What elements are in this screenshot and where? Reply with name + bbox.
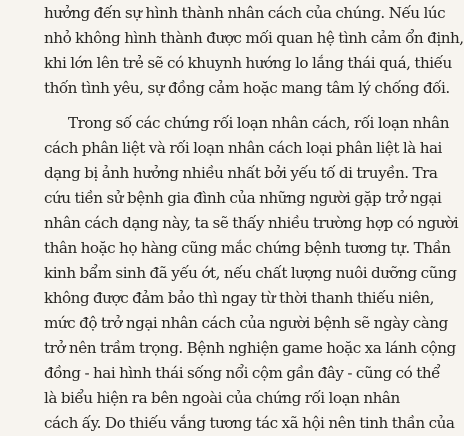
text-line: hưởng đến sự hình thành nhân cách của chúng. Nếu lúc: [44, 4, 446, 22]
text-line: thân hoặc họ hàng cũng mắc chứng bệnh tương tự. Thần: [44, 239, 451, 257]
text-line: cách phân liệt và rối loạn nhân cách loại phân liệt là hai: [44, 139, 442, 157]
text-line: Trong số các chứng rối loạn nhân cách, rối loạn nhân: [68, 114, 450, 132]
text-line: nhỏ không hình thành được mối quan hệ tình cảm ổn định,: [44, 29, 464, 47]
text-line: cứu tiền sử bệnh gia đình của những người gặp trở ngại: [44, 189, 442, 207]
text-line: dạng bị ảnh hưởng nhiều nhất bởi yếu tố di truyền. Tra: [44, 164, 438, 182]
text-line: thốn tình yêu, sự đồng cảm hoặc mang tâm lý chống đối.: [44, 79, 450, 97]
text-line: kinh bẩm sinh đã yếu ớt, nếu chất lượng nuôi dưỡng cũng: [44, 264, 457, 282]
text-line: khi lớn lên trẻ sẽ có khuynh hướng lo lắng thái quá, thiếu: [44, 54, 452, 72]
text-line: cách ấy. Do thiếu vắng tương tác xã hội nên tinh thần của: [44, 414, 455, 432]
text-line: là biểu hiện ra bên ngoài của chứng rối loạn nhân: [44, 389, 400, 407]
text-line: nhân cách dạng này, ta sẽ thấy nhiều trường hợp có người: [44, 214, 459, 232]
text-line: không được đảm bảo thì ngay từ thời thanh thiếu niên,: [44, 289, 434, 307]
text-line: mức độ trở ngại nhân cách của người bệnh sẽ ngày càng: [44, 314, 448, 332]
text-line: đồng - hai hình thái sống nổi cộm gần đây - cũng có thể: [44, 364, 440, 382]
text-line: trở nên trầm trọng. Bệnh nghiện game hoặc xa lánh cộng: [44, 339, 456, 357]
